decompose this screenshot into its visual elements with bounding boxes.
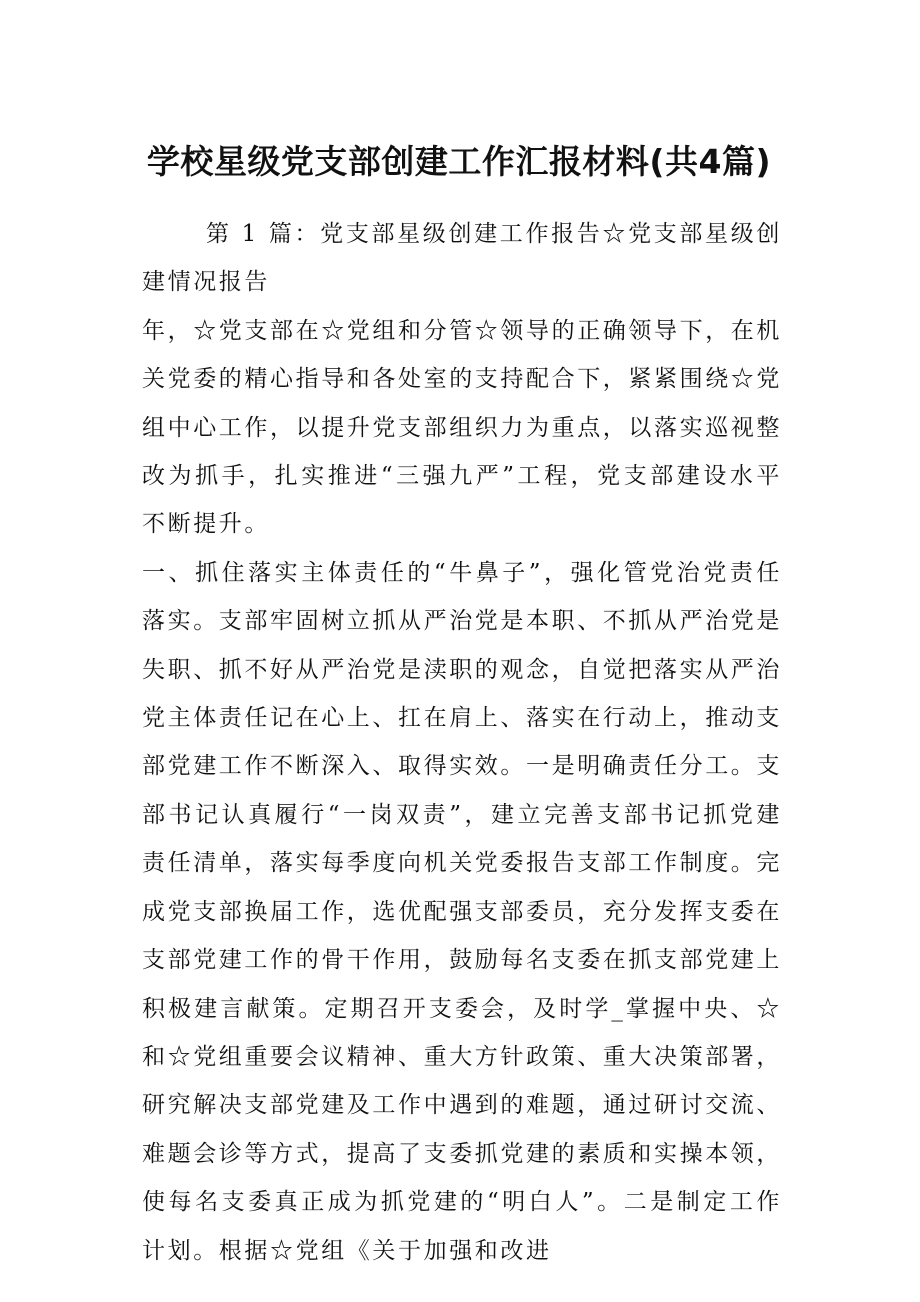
paragraph-intro: 年，☆党支部在☆党组和分管☆领导的正确领导下，在机关党委的精心指导和各处室的支持配合下，紧紧围绕☆党组中心工作，以提升党支部组织力为重点，以落实巡视整改为抓手，扎实推进“三强九严”工程，党支部建设水平不断提升。	[142, 317, 782, 538]
paragraph-section-one: 一、抓住落实主体责任的“牛鼻子”，强化管党治党责任落实。支部牢固树立抓从严治党是本职、不抓从严治党是失职、抓不好从严治党是渎职的观念，自觉把落实从严治党主体责任记在心上、扛在肩上、落实在行动上，推动支部党建工作不断深入、取得实效。一是明确责任分工。支部书记认真履行“一岗双责”，建立完善支部书记抓党建责任清单，落实每季度向机关党委报告支部工作制度。完成党支部换届工作，选优配强支部委员，充分发挥支委在支部党建工作的骨干作用，鼓励每名支委在抓支部党建上积极建言献策。定期召开支委会，及时学_掌握中央、☆和☆党组重要会议精神、重大方针政策、重大决策部署，研究解决支部党建及工作中遇到的难题，通过研讨交流、难题会诊等方式，提高了支委抓党建的素质和实操本领，使每名支委真正成为抓党建的“明白人”。二是制定工作计划。根据☆党组《关于加强和改进	[142, 559, 782, 1264]
document-title: 学校星级党支部创建工作汇报材料(共4篇)	[146, 142, 772, 181]
document-body	[142, 210, 782, 1275]
section-heading: 第 1 篇：党支部星级创建工作报告☆党支部星级创建情况报告	[142, 221, 782, 296]
